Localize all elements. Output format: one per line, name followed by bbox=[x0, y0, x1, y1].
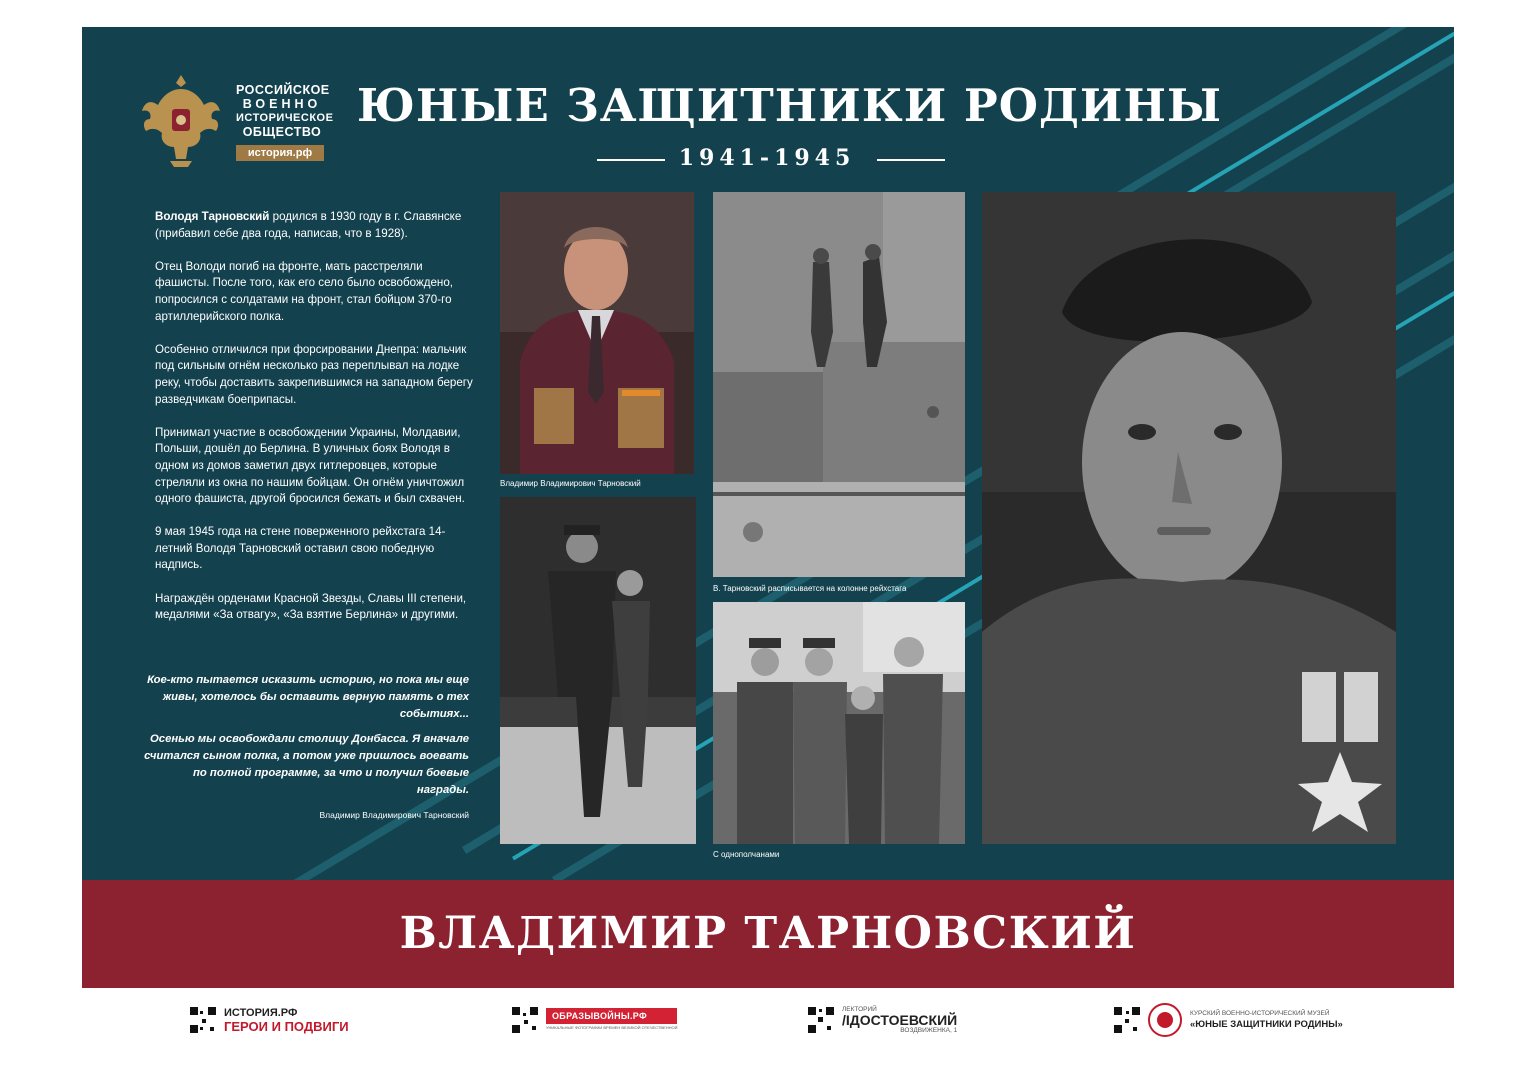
bio-paragraph: Особенно отличился при форсировании Днепра: мальчик под сильным огнём несколько раз переплывал на лодке реку, чтобы доставить закрепившимся на западном берегу разведчикам боеприпасы. bbox=[155, 342, 473, 406]
caption-comrades: С однополчанами bbox=[713, 850, 780, 859]
footer-obrazy-sub: УНИКАЛЬНЫЕ ФОТОГРАФИИ ВРЕМЕН ВЕЛИКОЙ ОТЕЧЕСТВЕННОЙ bbox=[546, 1025, 678, 1030]
photo-portrait-elder bbox=[500, 192, 694, 474]
name-banner bbox=[82, 880, 1454, 988]
museum-logo-icon bbox=[1148, 1003, 1182, 1037]
caption-portrait: Владимир Владимирович Тарновский bbox=[500, 479, 641, 488]
photo-comrades bbox=[713, 602, 965, 844]
bio-paragraph: Володя Тарновский родился в 1930 году в г. Славянске (прибавил себе два года, написав, что в 1928). bbox=[155, 210, 462, 240]
org-site-badge[interactable]: история.рф bbox=[236, 145, 324, 161]
quote-paragraph: Осенью мы освобождали столицу Донбасса. Я вначале считался сыном полка, а потом уже пришлось воевать по полной программе, за что и получил боевые награды. bbox=[144, 733, 469, 796]
bio-paragraph: 9 мая 1945 года на стене поверженного рейхстага 14-летний Володя Тарновский оставил свою победную надпись. bbox=[155, 525, 446, 572]
photo-young-portrait bbox=[982, 192, 1396, 844]
quote-author: Владимир Владимирович Тарновский bbox=[319, 810, 469, 820]
double-headed-eagle-icon bbox=[140, 69, 222, 169]
caption-reichstag: В. Тарновский расписывается на колонне рейхстага bbox=[713, 584, 907, 593]
poster-title: ЮНЫЕ ЗАЩИТНИКИ РОДИНЫ bbox=[356, 79, 1223, 132]
footer-istoria-bottom: ГЕРОИ И ПОДВИГИ bbox=[224, 1019, 349, 1034]
bio-paragraph: Принимал участие в освобождении Украины, Молдавии, Польши, дошёл до Берлина. В уличных боях Володя в одном из домов заметил двух гитлеровцев, которые стреляли из окна по нашим бойцам. Он огнём уничтожил одного фашиста, другой бросился бежать и был схвачен. bbox=[155, 425, 465, 506]
hero-name: ВЛАДИМИР ТАРНОВСКИЙ bbox=[399, 908, 1137, 959]
years-right-rule bbox=[877, 159, 945, 161]
bio-paragraph: Отец Володи погиб на фронте, мать расстреляли фашисты. После того, как его село было освобождено, попросился с солдатами на фронт, стал бойцом 370-го артиллерийского полка. bbox=[155, 259, 453, 323]
photo-with-officer bbox=[500, 497, 696, 844]
poster-panel bbox=[82, 27, 1454, 880]
quote-paragraph: Кое-кто пытается исказить историю, но пока мы еще живы, хотелось бы оставить верную память о тех событиях... bbox=[147, 674, 469, 720]
footer-dostoevsky-main: /ІДОСТОЕВСКИЙ bbox=[842, 1011, 958, 1028]
footer-obrazy[interactable] bbox=[512, 1005, 677, 1035]
veteran-quote bbox=[142, 672, 469, 824]
footer-dostoevsky[interactable] bbox=[808, 1005, 957, 1035]
footer-museum-top: КУРСКИЙ ВОЕННО-ИСТОРИЧЕСКИЙ МУЗЕЙ bbox=[1190, 1009, 1330, 1017]
footer-dostoevsky-sub: ВОЗДВИЖЕНКА, 1 bbox=[900, 1026, 958, 1034]
footer-obrazy-logo: ОБРАЗЫВОЙНЫ.РФ bbox=[546, 1008, 677, 1024]
biography-text bbox=[155, 209, 475, 640]
qr-code-icon bbox=[190, 1007, 216, 1033]
footer-museum[interactable] bbox=[1114, 1005, 1343, 1035]
photo-reichstag bbox=[713, 192, 965, 577]
years-left-rule bbox=[597, 159, 665, 161]
org-name: РОССИЙСКОЕ ВОЕННО ИСТОРИЧЕСКОЕ ОБЩЕСТВО bbox=[236, 83, 334, 139]
footer-istoria-top: ИСТОРИЯ.РФ bbox=[224, 1007, 298, 1019]
qr-code-icon bbox=[1114, 1007, 1140, 1033]
qr-code-icon bbox=[512, 1007, 538, 1033]
rvio-logo bbox=[140, 69, 334, 179]
footer-museum-main: «ЮНЫЕ ЗАЩИТНИКИ РОДИНЫ» bbox=[1190, 1018, 1343, 1030]
footer-istoria[interactable] bbox=[190, 1005, 349, 1035]
years-label: 1941-1945 bbox=[678, 145, 856, 171]
footer-dostoevsky-top: ЛЕКТОРИЙ bbox=[842, 1005, 877, 1013]
bio-paragraph: Награждён орденами Красной Звезды, Славы III степени, медалями «За отвагу», «За взятие Берлина» и другими. bbox=[155, 591, 467, 622]
qr-code-icon bbox=[808, 1007, 834, 1033]
